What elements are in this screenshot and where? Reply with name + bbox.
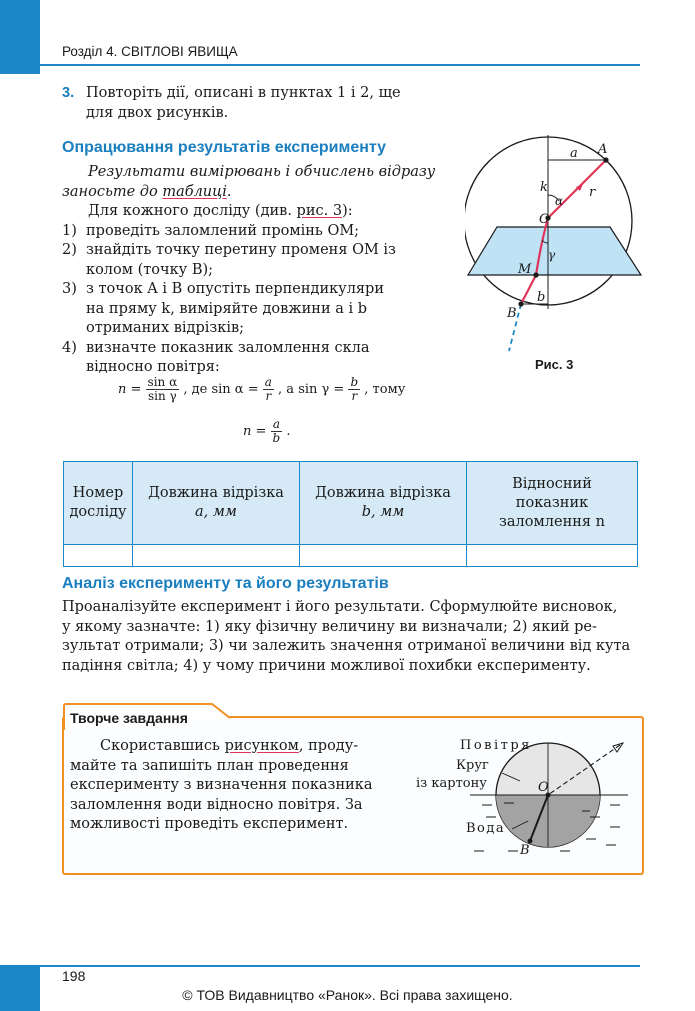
creative-line: майте та запишіть план проведення bbox=[70, 757, 349, 774]
creative-task-title: Творче завдання bbox=[70, 710, 188, 726]
label-water: Вода bbox=[466, 821, 506, 836]
label-B: B bbox=[520, 843, 530, 858]
refracted-ray-exit bbox=[521, 275, 536, 304]
fraction: $\frac{b}{r}$ bbox=[350, 375, 359, 403]
footer-rule bbox=[0, 965, 640, 967]
analysis-line: Проаналізуйте експеримент і його результати. Сформулюйте висновок, bbox=[62, 599, 618, 615]
formula-line-2: n = $\frac{a}{b}$ . bbox=[243, 417, 291, 445]
creative-line: заломлення води відносно повітря. За bbox=[70, 796, 363, 813]
table-link[interactable]: таблиці bbox=[162, 183, 227, 200]
table-cell[interactable] bbox=[64, 545, 133, 567]
step-number: 3. bbox=[62, 85, 75, 101]
table-row bbox=[64, 545, 638, 567]
table-cell[interactable] bbox=[133, 545, 300, 567]
water-experiment-diagram bbox=[410, 733, 635, 858]
table-cell[interactable] bbox=[467, 545, 638, 567]
list-item: 4) визначте показник заломлення скла bbox=[62, 339, 370, 356]
table-cell[interactable] bbox=[300, 545, 467, 567]
copyright-footer: © ТОВ Видавництво «Ранок». Всі права захищено. bbox=[182, 987, 513, 1003]
results-table bbox=[63, 461, 638, 567]
fraction: $\frac{\text{sin α}}{\text{sin γ}}$ bbox=[147, 375, 178, 403]
col-header-b: Довжина відрізка b, мм bbox=[300, 462, 467, 545]
analysis-line: зультат отримали; 3) чи залежить значення отриманої величини від кута bbox=[62, 638, 631, 654]
label-B: B bbox=[507, 306, 517, 321]
header-rule bbox=[0, 64, 640, 66]
fraction: $\frac{a}{r}$ bbox=[264, 375, 272, 403]
list-item: 2) знайдіть точку перетину променя OM із bbox=[62, 242, 396, 258]
incident-ray bbox=[548, 160, 606, 218]
label-a: a bbox=[570, 146, 578, 161]
label-O: O bbox=[538, 780, 549, 795]
page-number: 198 bbox=[62, 968, 86, 984]
label-A: A bbox=[598, 142, 608, 157]
point-B bbox=[518, 301, 523, 306]
creative-line: Скориставшись рисунком, проду- bbox=[100, 738, 359, 754]
figure-link[interactable]: рисунком bbox=[224, 738, 299, 754]
creative-task-body bbox=[70, 737, 390, 835]
label-gamma: γ bbox=[548, 248, 556, 262]
analysis-line: у якому зазначте: 1) яку фізичну величину ви визначали; 2) який ре- bbox=[62, 618, 597, 635]
figure-3-diagram bbox=[465, 133, 655, 358]
label-alpha: α bbox=[555, 194, 564, 208]
intro-line: Результати вимірювань і обчислень відразу bbox=[88, 164, 436, 180]
point-A bbox=[603, 157, 608, 162]
table-header-row bbox=[64, 462, 638, 545]
list-item: 3) з точок A і B опустіть перпендикуляри bbox=[62, 281, 385, 297]
formula-line-1: n = $\frac{\text{sin α}}{\text{sin γ}}$ , де sin α = $\frac{a}{r}$ , а sin γ = $\frac{b}{r}$ , тому bbox=[118, 375, 406, 403]
label-circle-2: із картону bbox=[416, 776, 487, 791]
ray-arrow-icon bbox=[613, 743, 623, 752]
label-air: Повітря bbox=[460, 738, 532, 753]
figure-link[interactable]: рис. 3 bbox=[296, 203, 343, 219]
section-header: Розділ 4. СВІТЛОВІ ЯВИЩА bbox=[62, 44, 238, 59]
step-line: для двох рисунків. bbox=[86, 104, 229, 121]
page-tab-top bbox=[0, 0, 40, 74]
label-O: O bbox=[539, 212, 550, 227]
label-k: k bbox=[540, 180, 548, 195]
fraction: $\frac{a}{b}$ bbox=[272, 417, 281, 445]
col-header-a: Довжина відрізка a, мм bbox=[133, 462, 300, 545]
analysis-title: Аналіз експерименту та його результатів bbox=[62, 575, 389, 592]
step-line: Повторіть дії, описані в пунктах 1 і 2, ще bbox=[86, 85, 401, 101]
analysis-line: падіння світла; 4) у чому причини можливої похибки експерименту. bbox=[62, 657, 591, 674]
list-item: 1) проведіть заломлений промінь OM; bbox=[62, 222, 360, 239]
processing-title: Опрацювання результатів експерименту bbox=[62, 139, 387, 156]
figure-3-caption: Рис. 3 bbox=[535, 357, 574, 372]
label-M: M bbox=[518, 262, 532, 277]
step-3 bbox=[62, 84, 447, 123]
label-circle-1: Круг bbox=[456, 758, 489, 773]
creative-line: експерименту з визначення показника bbox=[70, 777, 373, 793]
label-b: b bbox=[537, 290, 546, 305]
creative-line: можливості проведіть експеримент. bbox=[70, 816, 349, 832]
processing-body: Результати вимірювань і обчислень відразу заносьте до таблиці. Для кожного досліду (див. рис. 3): 1) проведіть заломлений промінь OM; 2) знайдіть точку перетину променя OM із колом (точку B); 3) з точок A і B опустіть перпендикуляри на пряму k, виміряйте довжини a і b отриманих відрізків; 4) визначте показник заломлення скла відносно повітря: bbox=[62, 163, 447, 378]
point-M bbox=[533, 272, 538, 277]
label-r: r bbox=[589, 185, 596, 200]
analysis-body bbox=[62, 598, 640, 676]
intro-line-2: заносьте до таблиці. bbox=[62, 183, 232, 200]
col-header-index: Відносний показник заломлення n bbox=[467, 462, 638, 545]
col-header-number: Номер досліду bbox=[64, 462, 133, 545]
each-experiment-line: Для кожного досліду (див. рис. 3): bbox=[88, 203, 353, 219]
